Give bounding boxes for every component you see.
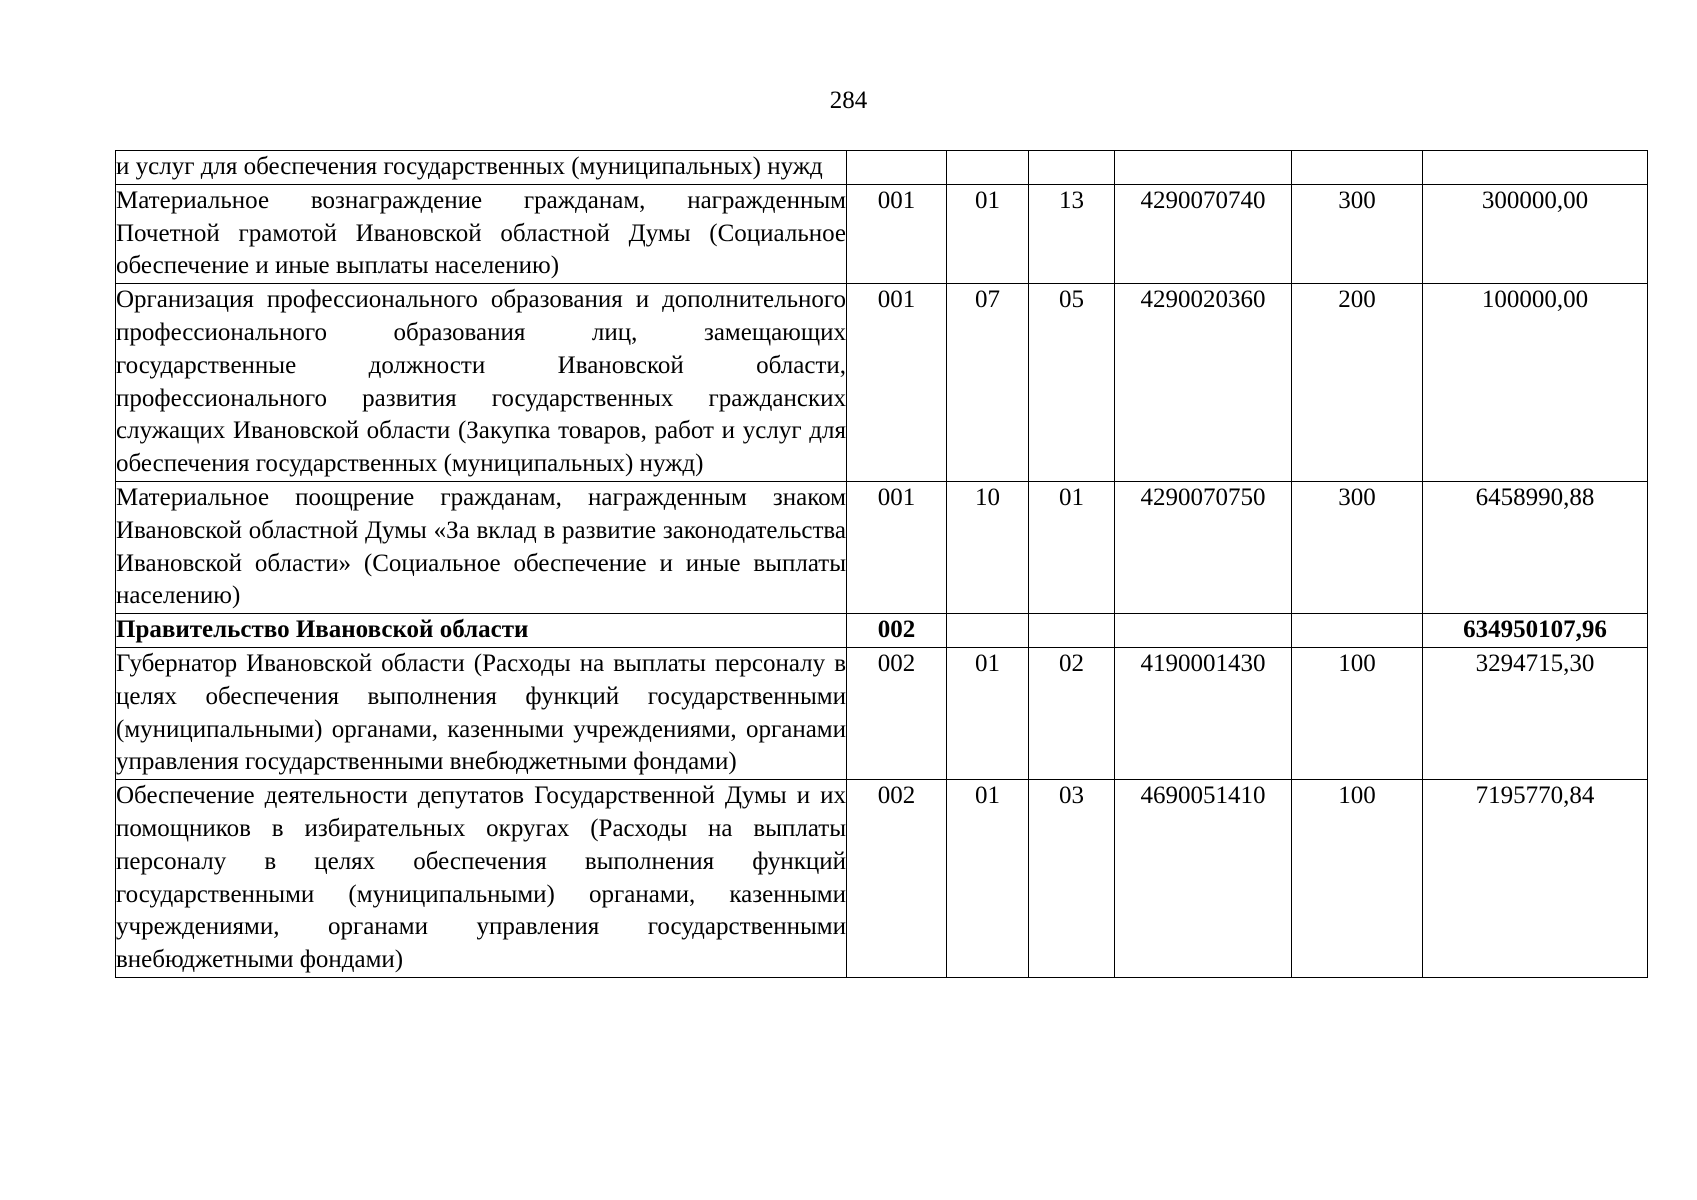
pr-code: 13 — [1029, 184, 1115, 283]
vr-code: 300 — [1292, 481, 1423, 613]
amount: 634950107,96 — [1423, 614, 1648, 648]
pr-code: 02 — [1029, 647, 1115, 779]
amount: 300000,00 — [1423, 184, 1648, 283]
row-description: Губернатор Ивановской области (Расходы на выплаты персоналу в целях обеспечения выполнения функций государственными (муниципальными) органами, казенными учреждениями, органами управления государственными внебюджетными фондами) — [116, 647, 847, 779]
rz-code: 10 — [947, 481, 1029, 613]
ved-code: 001 — [847, 184, 947, 283]
table-row — [116, 284, 1648, 482]
row-description: Материальное вознаграждение гражданам, награжденным Почетной грамотой Ивановской областной Думы (Социальное обеспечение и иные выплаты населению) — [116, 184, 847, 283]
pr-code: 01 — [1029, 481, 1115, 613]
table-row — [116, 647, 1648, 779]
csr-code: 4190001430 — [1115, 647, 1292, 779]
vr-code: 100 — [1292, 647, 1423, 779]
table-row-total — [116, 614, 1648, 648]
row-description: Организация профессионального образования и дополнительного профессионального образования лиц, замещающих государственные должности Ивановской области, профессионального развития государственных гражданских служащих Ивановской области (Закупка товаров, работ и услуг для обеспечения государственных (муниципальных) нужд) — [116, 284, 847, 482]
budget-table — [115, 150, 1648, 978]
row-description: Материальное поощрение гражданам, награжденным знаком Ивановской областной Думы «За вклад в развитие законодательства Ивановской области» (Социальное обеспечение и иные выплаты населению) — [116, 481, 847, 613]
table-row — [116, 481, 1648, 613]
pr-code — [1029, 614, 1115, 648]
table-row — [116, 184, 1648, 283]
ved-code: 002 — [847, 614, 947, 648]
csr-code — [1115, 151, 1292, 185]
vr-code — [1292, 151, 1423, 185]
amount — [1423, 151, 1648, 185]
amount: 100000,00 — [1423, 284, 1648, 482]
row-description: и услуг для обеспечения государственных (муниципальных) нужд — [116, 151, 847, 185]
amount: 3294715,30 — [1423, 647, 1648, 779]
rz-code: 01 — [947, 647, 1029, 779]
ved-code — [847, 151, 947, 185]
rz-code — [947, 151, 1029, 185]
vr-code: 300 — [1292, 184, 1423, 283]
page-number: 284 — [829, 87, 868, 114]
pr-code: 05 — [1029, 284, 1115, 482]
amount: 6458990,88 — [1423, 481, 1648, 613]
ved-code: 002 — [847, 647, 947, 779]
row-description: Обеспечение деятельности депутатов Государственной Думы и их помощников в избирательных округах (Расходы на выплаты персоналу в целях обеспечения выполнения функций государственными (муниципальными) органами, казенными учреждениями, органами управления государственными внебюджетными фондами) — [116, 780, 847, 978]
table-row — [116, 151, 1648, 185]
pr-code — [1029, 151, 1115, 185]
table-row — [116, 780, 1648, 978]
ved-code: 001 — [847, 284, 947, 482]
vr-code: 200 — [1292, 284, 1423, 482]
csr-code: 4690051410 — [1115, 780, 1292, 978]
ved-code: 002 — [847, 780, 947, 978]
rz-code: 01 — [947, 184, 1029, 283]
rz-code: 01 — [947, 780, 1029, 978]
csr-code — [1115, 614, 1292, 648]
csr-code: 4290070740 — [1115, 184, 1292, 283]
vr-code — [1292, 614, 1423, 648]
csr-code: 4290020360 — [1115, 284, 1292, 482]
ved-code: 001 — [847, 481, 947, 613]
amount: 7195770,84 — [1423, 780, 1648, 978]
rz-code: 07 — [947, 284, 1029, 482]
rz-code — [947, 614, 1029, 648]
vr-code: 100 — [1292, 780, 1423, 978]
row-description: Правительство Ивановской области — [116, 614, 847, 648]
csr-code: 4290070750 — [1115, 481, 1292, 613]
pr-code: 03 — [1029, 780, 1115, 978]
